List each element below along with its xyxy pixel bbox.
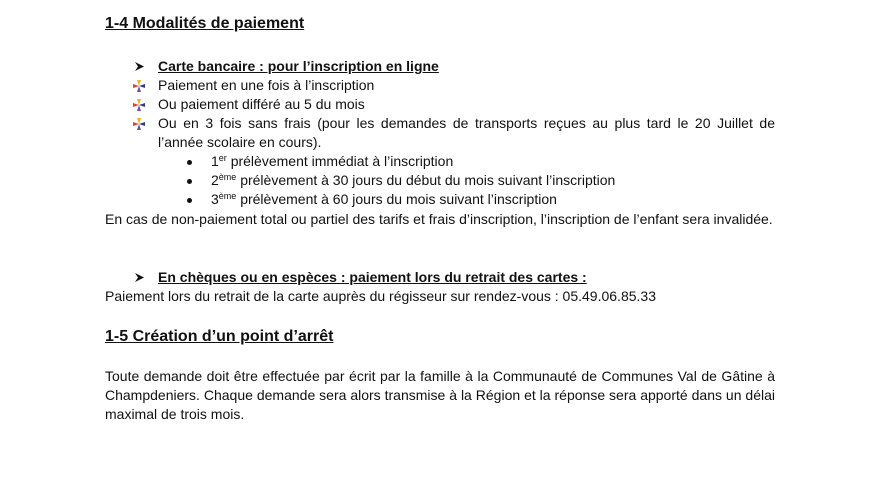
installment-item-2: 2ème prélèvement à 30 jours du début du mois suivant l’inscription (211, 172, 616, 188)
dot-bullet-icon (187, 198, 192, 203)
cheque-payment-heading: En chèques ou en espèces : paiement lors du retrait des cartes : (158, 269, 587, 285)
installment-item-3: 3ème prélèvement à 60 jours du mois suivant l’inscription (211, 191, 557, 207)
stop-creation-paragraph: Toute demande doit être effectuée par écrit par la famille à la Communauté de Communes Val de Gâtine à Champdeniers. Chaque demande sera alors transmise à la Région et la réponse sera apporté dans un délai maximal de trois mois. (105, 368, 775, 422)
dot-bullet-icon (187, 160, 192, 165)
flower-bullet-icon (132, 79, 146, 93)
section-title-payment: 1-4 Modalités de paiement (105, 15, 305, 32)
arrowhead-bullet-icon (134, 57, 146, 76)
cheque-payment-text: Paiement lors du retrait de la carte auprès du régisseur sur rendez-vous : 05.49.06.85.33 (105, 288, 656, 304)
payment-option-three-times: Ou en 3 fois sans frais (pour les demandes de transports reçues au plus tard le 20 Juillet de l’année scolaire en cours). (158, 115, 775, 150)
non-payment-note: En cas de non-paiement total ou partiel des tarifs et frais d’inscription, l’inscription de l’enfant sera invalidée. (105, 211, 773, 227)
section-title-stop-creation: 1-5 Création d’un point d’arrêt (105, 328, 334, 345)
flower-bullet-icon (132, 117, 146, 131)
payment-option-deferred: Ou paiement différé au 5 du mois (158, 96, 365, 112)
flower-bullet-icon (132, 98, 146, 112)
installment-item-1: 1er prélèvement immédiat à l’inscription (211, 153, 454, 169)
card-payment-heading: Carte bancaire : pour l’inscription en ligne (158, 58, 439, 74)
arrowhead-bullet-icon (134, 268, 146, 287)
payment-option-single: Paiement en une fois à l’inscription (158, 77, 375, 93)
dot-bullet-icon (187, 179, 192, 184)
